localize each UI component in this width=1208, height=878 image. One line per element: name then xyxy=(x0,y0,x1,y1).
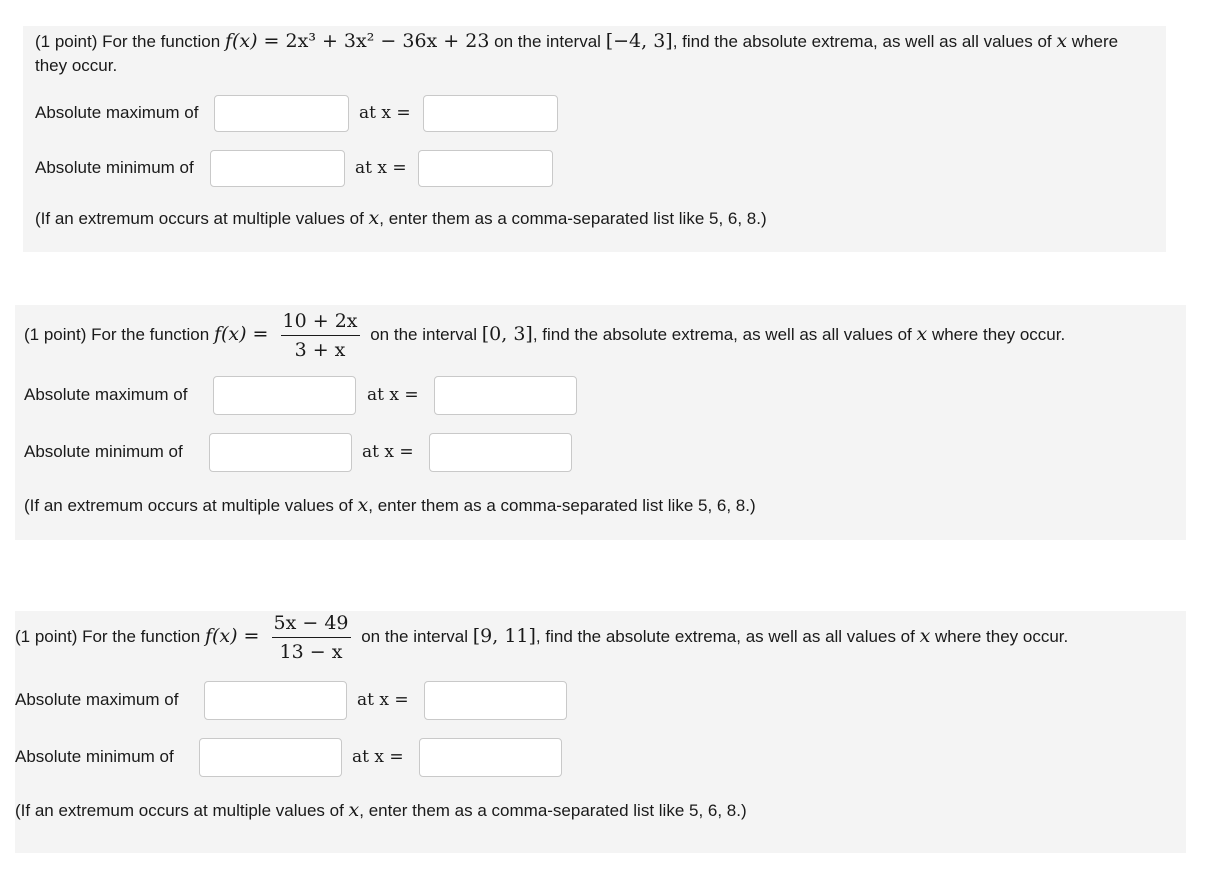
absolute-max-x-input[interactable] xyxy=(423,95,558,132)
at-x-label: at x = xyxy=(359,103,411,123)
at-x-label: at x = xyxy=(362,442,414,462)
absolute-max-x-input[interactable] xyxy=(434,376,577,415)
multiple-values-note: (If an extremum occurs at multiple values of x, enter them as a comma-separated list like 5, 6, 8.) xyxy=(24,494,756,516)
function-label: f(x) = xyxy=(224,30,286,52)
interval: [9, 11] xyxy=(472,624,536,647)
fraction-numerator: 10 + 2x xyxy=(281,309,360,336)
function-fraction xyxy=(272,611,351,664)
at-x-label: at x = xyxy=(352,747,404,767)
fraction-numerator: 5x − 49 xyxy=(272,611,351,638)
absolute-max-value-input[interactable] xyxy=(204,681,347,720)
absolute-min-label: Absolute minimum of xyxy=(24,442,183,461)
problem-2-statement: (1 point) For the function f(x) = $\frac{10 + 2x}{3 + x}$ on the interval [0, 3], find the absolute extrema, as well as all values of x where they occur. xyxy=(24,310,1066,361)
at-x-label: at x = xyxy=(357,690,409,710)
absolute-min-value-input[interactable] xyxy=(199,738,342,777)
function-label: f(x) = xyxy=(204,624,266,647)
fraction-denominator: 13 − x xyxy=(279,641,343,663)
problem-1-statement: (1 point) For the function f(x) = 2x³ + 3x² − 36x + 23 on the interval [−4, 3], find the absolute extrema, as well as all values of x where xyxy=(35,30,1119,52)
function-expression: 2x³ + 3x² − 36x + 23 xyxy=(285,30,490,52)
problem-3-statement: (1 point) For the function f(x) = $\frac{5x - 49}{13 - x}$ on the interval [9, 11], find the absolute extrema, as well as all values of x where they occur. xyxy=(15,612,1069,663)
interval: [−4, 3] xyxy=(605,30,673,52)
absolute-min-value-input[interactable] xyxy=(210,150,345,187)
absolute-max-value-input[interactable] xyxy=(214,95,349,132)
absolute-min-label: Absolute minimum of xyxy=(35,158,194,177)
at-x-label: at x = xyxy=(367,385,419,405)
function-label: f(x) = xyxy=(213,322,275,345)
absolute-min-label: Absolute minimum of xyxy=(15,747,174,766)
absolute-min-x-input[interactable] xyxy=(418,150,553,187)
absolute-min-x-input[interactable] xyxy=(429,433,572,472)
interval: [0, 3] xyxy=(481,322,533,345)
absolute-max-label: Absolute maximum of xyxy=(15,690,179,709)
multiple-values-note: (If an extremum occurs at multiple values of x, enter them as a comma-separated list like 5, 6, 8.) xyxy=(35,207,767,229)
absolute-max-label: Absolute maximum of xyxy=(35,103,199,122)
at-x-label: at x = xyxy=(355,158,407,178)
multiple-values-note: (If an extremum occurs at multiple values of x, enter them as a comma-separated list like 5, 6, 8.) xyxy=(15,799,747,821)
function-fraction xyxy=(281,309,360,362)
absolute-max-value-input[interactable] xyxy=(213,376,356,415)
fraction-denominator: 3 + x xyxy=(294,339,346,361)
absolute-max-label: Absolute maximum of xyxy=(24,385,188,404)
absolute-min-x-input[interactable] xyxy=(419,738,562,777)
problem-1-statement-line2: they occur. xyxy=(35,56,118,75)
absolute-min-value-input[interactable] xyxy=(209,433,352,472)
absolute-max-x-input[interactable] xyxy=(424,681,567,720)
